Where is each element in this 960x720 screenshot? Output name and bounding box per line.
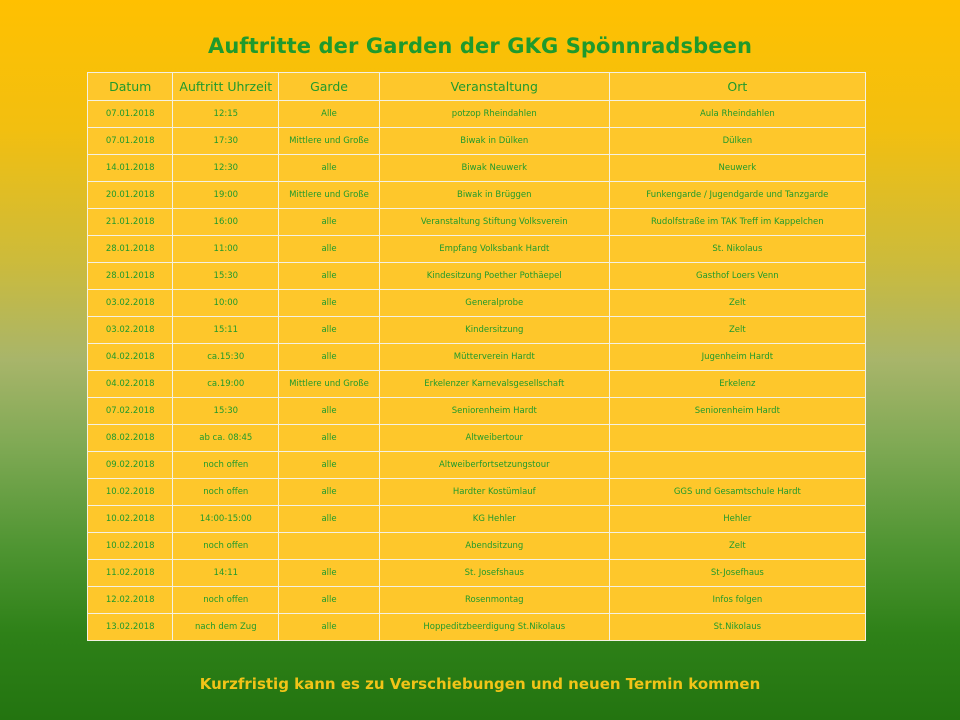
table-row <box>88 263 866 290</box>
cell-veranstaltung: Empfang Volksbank Hardt <box>379 236 609 263</box>
schedule-table <box>87 72 866 641</box>
cell-uhrzeit: ab ca. 08:45 <box>173 425 279 452</box>
table-row <box>88 236 866 263</box>
cell-datum: 10.02.2018 <box>88 479 173 506</box>
cell-uhrzeit: 11:00 <box>173 236 279 263</box>
cell-garde: alle <box>279 452 380 479</box>
cell-uhrzeit: 15:11 <box>173 317 279 344</box>
cell-uhrzeit: 15:30 <box>173 263 279 290</box>
cell-uhrzeit: nach dem Zug <box>173 614 279 641</box>
cell-datum: 10.02.2018 <box>88 506 173 533</box>
cell-garde <box>279 533 380 560</box>
cell-veranstaltung: Kindesitzung Poether Pothäepel <box>379 263 609 290</box>
cell-uhrzeit: 14:11 <box>173 560 279 587</box>
cell-garde: alle <box>279 317 380 344</box>
cell-veranstaltung: Biwak in Brüggen <box>379 182 609 209</box>
cell-datum: 07.01.2018 <box>88 128 173 155</box>
cell-ort: Seniorenheim Hardt <box>609 398 865 425</box>
cell-uhrzeit: 15:30 <box>173 398 279 425</box>
cell-garde: alle <box>279 560 380 587</box>
cell-veranstaltung: Altweiberfortsetzungstour <box>379 452 609 479</box>
cell-veranstaltung: Rosenmontag <box>379 587 609 614</box>
cell-veranstaltung: Veranstaltung Stiftung Volksverein <box>379 209 609 236</box>
footer-note: Kurzfristig kann es zu Verschiebungen und neuen Termin kommen <box>199 675 761 693</box>
cell-ort: Infos folgen <box>609 587 865 614</box>
cell-ort: St-Josefhaus <box>609 560 865 587</box>
table-row <box>88 182 866 209</box>
schedule-body <box>88 101 866 641</box>
header-garde: Garde <box>279 73 380 101</box>
cell-ort: Hehler <box>609 506 865 533</box>
table-row <box>88 560 866 587</box>
table-header-row <box>88 73 866 101</box>
cell-ort: Dülken <box>609 128 865 155</box>
cell-ort: Neuwerk <box>609 155 865 182</box>
cell-uhrzeit: noch offen <box>173 479 279 506</box>
cell-garde: alle <box>279 209 380 236</box>
table-row <box>88 371 866 398</box>
cell-veranstaltung: Mütterverein Hardt <box>379 344 609 371</box>
cell-uhrzeit: 17:30 <box>173 128 279 155</box>
table-row <box>88 587 866 614</box>
table-row <box>88 317 866 344</box>
cell-uhrzeit: noch offen <box>173 587 279 614</box>
cell-garde: alle <box>279 587 380 614</box>
cell-ort <box>609 452 865 479</box>
cell-datum: 13.02.2018 <box>88 614 173 641</box>
cell-datum: 08.02.2018 <box>88 425 173 452</box>
cell-datum: 07.01.2018 <box>88 101 173 128</box>
cell-garde: alle <box>279 479 380 506</box>
cell-uhrzeit: 12:30 <box>173 155 279 182</box>
page-title: Auftritte der Garden der GKG Spönnradsbeen <box>207 34 753 58</box>
cell-uhrzeit: noch offen <box>173 533 279 560</box>
cell-uhrzeit: noch offen <box>173 452 279 479</box>
cell-datum: 12.02.2018 <box>88 587 173 614</box>
cell-uhrzeit: 19:00 <box>173 182 279 209</box>
cell-garde: Mittlere und Große <box>279 182 380 209</box>
table-row <box>88 155 866 182</box>
cell-ort: Gasthof Loers Venn <box>609 263 865 290</box>
table-row <box>88 533 866 560</box>
cell-veranstaltung: Hardter Kostümlauf <box>379 479 609 506</box>
cell-uhrzeit: 12:15 <box>173 101 279 128</box>
cell-garde: alle <box>279 398 380 425</box>
cell-datum: 20.01.2018 <box>88 182 173 209</box>
cell-uhrzeit: ca.19:00 <box>173 371 279 398</box>
table-row <box>88 128 866 155</box>
cell-ort: Zelt <box>609 317 865 344</box>
header-auftritt-uhrzeit: Auftritt Uhrzeit <box>173 73 279 101</box>
header-datum: Datum <box>88 73 173 101</box>
cell-uhrzeit: 14:00-15:00 <box>173 506 279 533</box>
cell-garde: Mittlere und Große <box>279 128 380 155</box>
cell-garde: alle <box>279 263 380 290</box>
table-row <box>88 425 866 452</box>
cell-ort: Zelt <box>609 290 865 317</box>
header-veranstaltung: Veranstaltung <box>379 73 609 101</box>
cell-ort: Jugenheim Hardt <box>609 344 865 371</box>
cell-datum: 03.02.2018 <box>88 317 173 344</box>
table-row <box>88 209 866 236</box>
cell-datum: 28.01.2018 <box>88 263 173 290</box>
cell-ort: Erkelenz <box>609 371 865 398</box>
cell-garde: alle <box>279 155 380 182</box>
cell-veranstaltung: KG Hehler <box>379 506 609 533</box>
cell-datum: 09.02.2018 <box>88 452 173 479</box>
cell-ort: Aula Rheindahlen <box>609 101 865 128</box>
cell-garde: alle <box>279 344 380 371</box>
cell-garde: alle <box>279 614 380 641</box>
cell-datum: 11.02.2018 <box>88 560 173 587</box>
cell-uhrzeit: 10:00 <box>173 290 279 317</box>
cell-veranstaltung: Seniorenheim Hardt <box>379 398 609 425</box>
cell-veranstaltung: potzop Rheindahlen <box>379 101 609 128</box>
table-row <box>88 452 866 479</box>
cell-datum: 07.02.2018 <box>88 398 173 425</box>
table-row <box>88 614 866 641</box>
cell-veranstaltung: Biwak Neuwerk <box>379 155 609 182</box>
cell-garde: alle <box>279 236 380 263</box>
table-row <box>88 344 866 371</box>
cell-datum: 10.02.2018 <box>88 533 173 560</box>
cell-veranstaltung: Altweibertour <box>379 425 609 452</box>
cell-veranstaltung: Kindersitzung <box>379 317 609 344</box>
header-ort: Ort <box>609 73 865 101</box>
cell-ort: Funkengarde / Jugendgarde und Tanzgarde <box>609 182 865 209</box>
cell-garde: Alle <box>279 101 380 128</box>
cell-datum: 28.01.2018 <box>88 236 173 263</box>
table-row <box>88 398 866 425</box>
cell-garde: alle <box>279 506 380 533</box>
cell-ort: St. Nikolaus <box>609 236 865 263</box>
cell-datum: 21.01.2018 <box>88 209 173 236</box>
cell-veranstaltung: Erkelenzer Karnevalsgesellschaft <box>379 371 609 398</box>
table-row <box>88 290 866 317</box>
cell-uhrzeit: ca.15:30 <box>173 344 279 371</box>
cell-garde: Mittlere und Große <box>279 371 380 398</box>
cell-garde: alle <box>279 290 380 317</box>
cell-veranstaltung: Biwak in Dülken <box>379 128 609 155</box>
table-row <box>88 101 866 128</box>
table-row <box>88 479 866 506</box>
cell-datum: 04.02.2018 <box>88 371 173 398</box>
cell-ort <box>609 425 865 452</box>
cell-garde: alle <box>279 425 380 452</box>
cell-ort: Rudolfstraße im TAK Treff im Kappelchen <box>609 209 865 236</box>
cell-uhrzeit: 16:00 <box>173 209 279 236</box>
table-row <box>88 506 866 533</box>
cell-ort: Zelt <box>609 533 865 560</box>
cell-ort: GGS und Gesamtschule Hardt <box>609 479 865 506</box>
cell-veranstaltung: Generalprobe <box>379 290 609 317</box>
cell-veranstaltung: St. Josefshaus <box>379 560 609 587</box>
cell-veranstaltung: Hoppeditzbeerdigung St.Nikolaus <box>379 614 609 641</box>
cell-datum: 04.02.2018 <box>88 344 173 371</box>
cell-veranstaltung: Abendsitzung <box>379 533 609 560</box>
cell-datum: 03.02.2018 <box>88 290 173 317</box>
cell-ort: St.Nikolaus <box>609 614 865 641</box>
cell-datum: 14.01.2018 <box>88 155 173 182</box>
